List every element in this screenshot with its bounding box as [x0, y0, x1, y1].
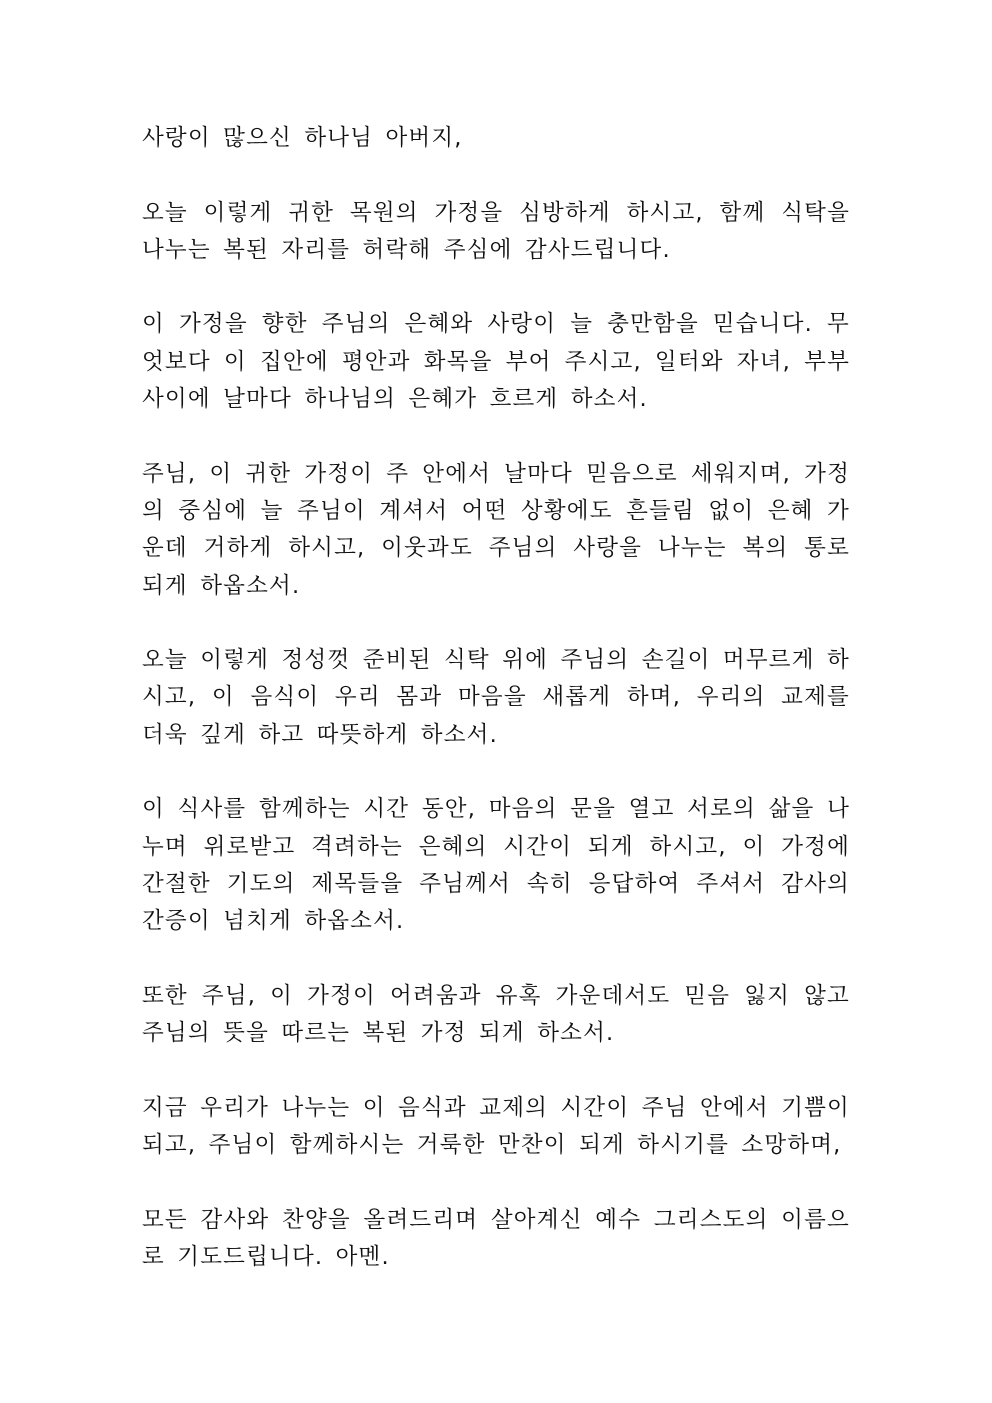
- document-body: [142, 120, 850, 1276]
- paragraph-opening: 사랑이 많으신 하나님 아버지,: [142, 125, 463, 151]
- paragraph-6: 이 식사를 함께하는 시간 동안, 마음의 문을 열고 서로의 삶을 나누며 위로받고 격려하는 은혜의 시간이 되게 하시고, 이 가정에 간절한 기도의 제목들을 주님께서 속히 응답하여 주셔서 감사의 간증이 넘치게 하옵소서.: [142, 796, 850, 935]
- paragraph-4: 주님, 이 귀한 가정이 주 안에서 날마다 믿음으로 세워지며, 가정의 중심에 늘 주님이 계셔서 어떤 상황에도 흔들림 없이 은혜 가운데 거하게 하시고, 이웃과도 주님의 사랑을 나누는 복의 통로 되게 하옵소서.: [142, 460, 850, 599]
- paragraph-3: 이 가정을 향한 주님의 은혜와 사랑이 늘 충만함을 믿습니다. 무엇보다 이 집안에 평안과 화목을 부어 주시고, 일터와 자녀, 부부 사이에 날마다 하나님의 은혜가 흐르게 하소서.: [142, 311, 850, 413]
- paragraph-5: 오늘 이렇게 정성껏 준비된 식탁 위에 주님의 손길이 머무르게 하시고, 이 음식이 우리 몸과 마음을 새롭게 하며, 우리의 교제를 더욱 깊게 하고 따뜻하게 하소서.: [142, 647, 850, 748]
- paragraph-2: 오늘 이렇게 귀한 목원의 가정을 심방하게 하시고, 함께 식탁을 나누는 복된 자리를 허락해 주심에 감사드립니다.: [142, 199, 850, 263]
- paragraph-7: 또한 주님, 이 가정이 어려움과 유혹 가운데서도 믿음 잃지 않고 주님의 뜻을 따르는 복된 가정 되게 하소서.: [142, 982, 850, 1047]
- paragraph-8: 지금 우리가 나누는 이 음식과 교제의 시간이 주님 안에서 기쁨이 되고, 주님이 함께하시는 거룩한 만찬이 되게 하시기를 소망하며,: [142, 1094, 850, 1159]
- paragraph-closing: 모든 감사와 찬양을 올려드리며 살아계신 예수 그리스도의 이름으로 기도드립니다. 아멘.: [142, 1206, 850, 1270]
